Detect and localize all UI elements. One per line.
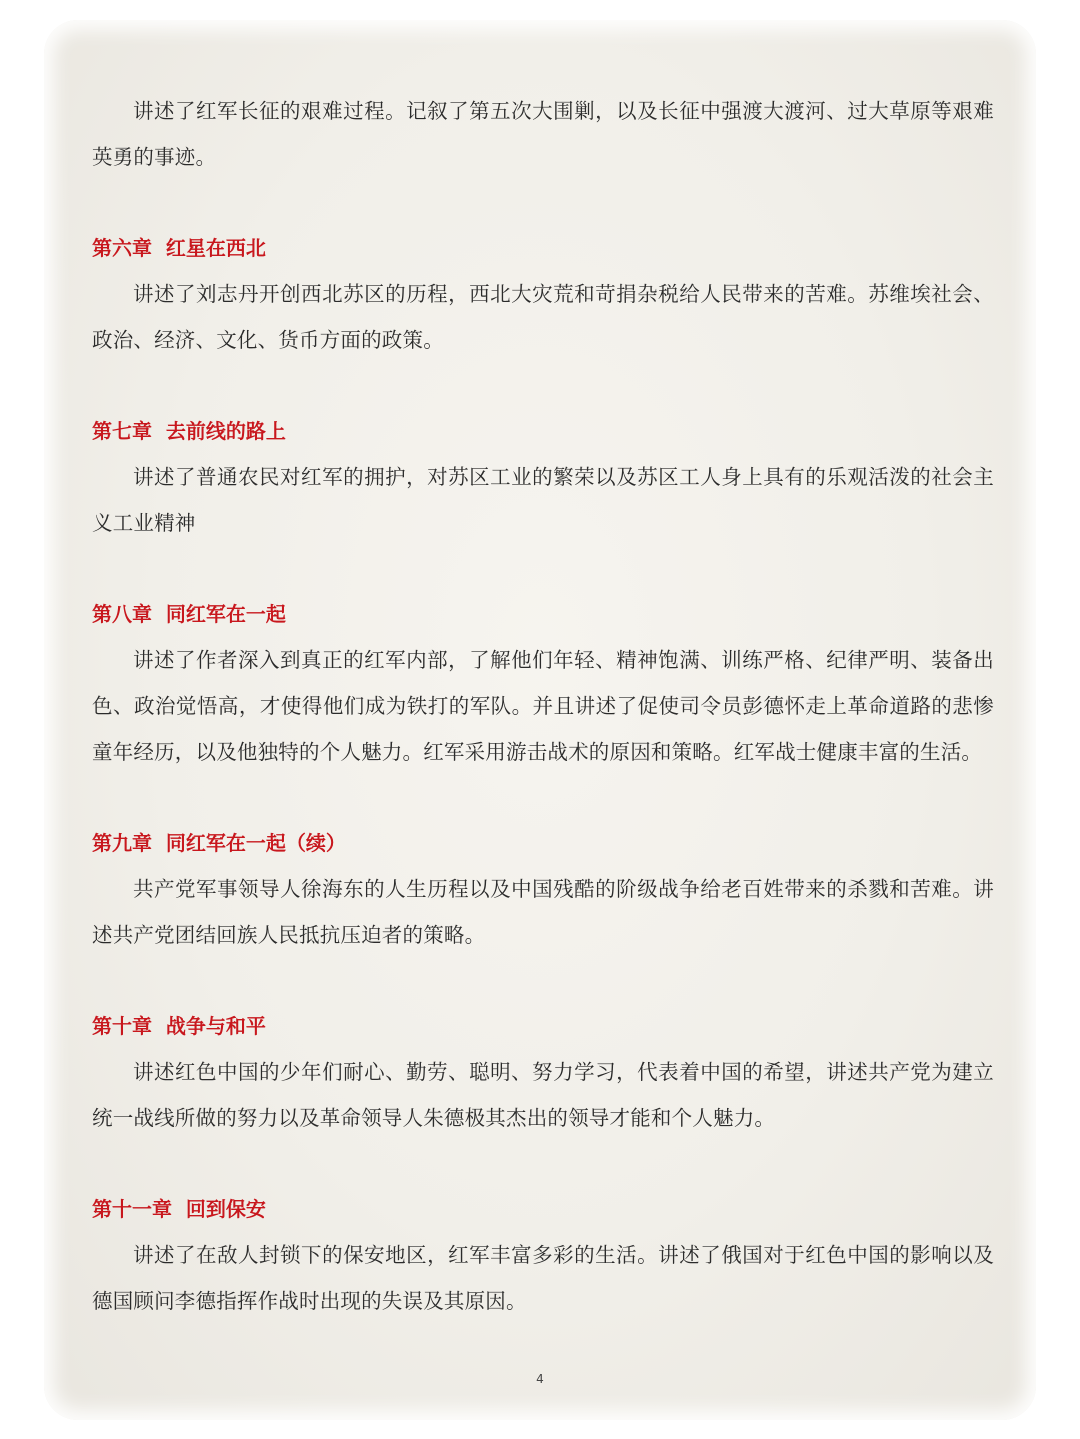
chapter-section-6: [92, 225, 994, 363]
chapter-summary: 共产党军事领导人徐海东的人生历程以及中国残酷的阶级战争给老百姓带来的杀戮和苦难。讲述共产党团结回族人民抵抗压迫者的策略。: [92, 877, 994, 947]
chapter-title: 第十章 战争与和平: [92, 1014, 266, 1038]
document-page: [44, 20, 1036, 1420]
chapter-summary: 讲述了普通农民对红军的拥护，对苏区工业的繁荣以及苏区工人身上具有的乐观活泼的社会主义工业精神: [92, 465, 994, 535]
chapter-section-10: [92, 1003, 994, 1141]
chapter-summary: 讲述了在敌人封锁下的保安地区，红军丰富多彩的生活。讲述了俄国对于红色中国的影响以及德国顾问李德指挥作战时出现的失误及其原因。: [92, 1243, 994, 1313]
chapter-summary: 讲述了作者深入到真正的红军内部，了解他们年轻、精神饱满、训练严格、纪律严明、装备出色、政治觉悟高，才使得他们成为铁打的军队。并且讲述了促使司令员彭德怀走上革命道路的悲惨童年经历，以及他独特的个人魅力。红军采用游击战术的原因和策略。红军战士健康丰富的生活。: [92, 648, 994, 764]
chapter-section-9: [92, 820, 994, 958]
chapter-summary: 讲述了刘志丹开创西北苏区的历程，西北大灾荒和苛捐杂税给人民带来的苦难。苏维埃社会、政治、经济、文化、货币方面的政策。: [92, 282, 994, 352]
chapter-section-8: [92, 591, 994, 775]
chapter-summary: 讲述红色中国的少年们耐心、勤劳、聪明、努力学习，代表着中国的希望，讲述共产党为建立统一战线所做的努力以及革命领导人朱德极其杰出的领导才能和个人魅力。: [92, 1060, 994, 1130]
document-content: [92, 88, 994, 1324]
chapter-section-11: [92, 1186, 994, 1324]
page-number: 4: [536, 1372, 544, 1386]
chapter-section-7: [92, 408, 994, 546]
chapter-title: 第十一章 回到保安: [92, 1197, 266, 1221]
chapter-title: 第七章 去前线的路上: [92, 419, 286, 443]
chapter-title: 第九章 同红军在一起（续）: [92, 831, 346, 855]
intro-paragraph: 讲述了红军长征的艰难过程。记叙了第五次大围剿，以及长征中强渡大渡河、过大草原等艰难英勇的事迹。: [92, 99, 994, 169]
chapter-title: 第八章 同红军在一起: [92, 602, 286, 626]
chapter-title: 第六章 红星在西北: [92, 236, 266, 260]
